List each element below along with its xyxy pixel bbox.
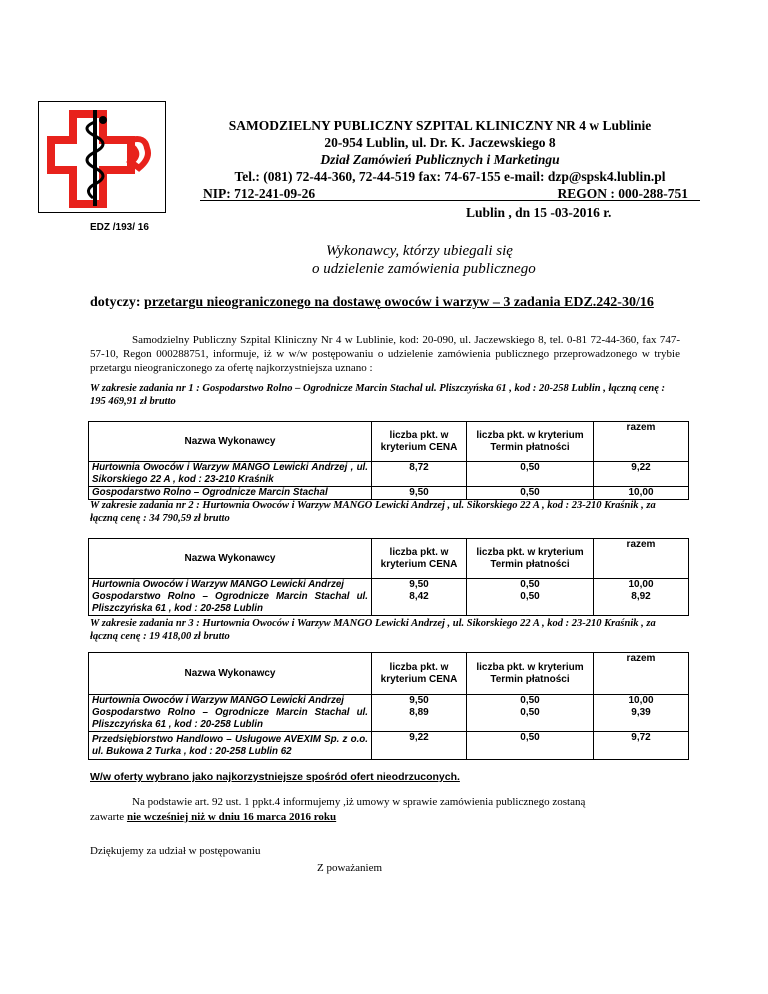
intro-paragraph: Samodzielny Publiczny Szpital Kliniczny Nr 4 w Lublinie, kod: 20-090, ul. Jaczewskiego 8, tel. 0-81 72-44-360, fax 747-57-10, Regon 000288751, informuje, iż w w/w postępowaniu o udzielenie zamówienia publicznego przeprowadzonego w trybie przetargu nieograniczonego za ofertę najkorzystniejsza uznano : [90,334,680,374]
table-row: Gospodarstwo Rolno – Ogrodnicze Marcin Stachal 9,50 0,50 10,00 [89,487,689,500]
letter-date: Lublin , dn 15 -03-2016 r. [466,205,612,220]
header-name: Nazwa Wykonawcy [89,539,372,579]
header-term: liczba pkt. w kryterium Termin płatności [467,422,594,462]
institution-name: SAMODZIELNY PUBLICZNY SZPITAL KLINICZNY NR 4 w Lublinie [228,118,652,133]
contract-date: nie wcześniej niż w dniu 16 marca 2016 roku [126,811,337,823]
task3-heading: W zakresie zadania nr 3 : Hurtownia Owoców i Warzyw MANGO Lewicki Andrzej , ul. Sikorskiego 22 A , kod : 23-210 Kraśnik , za łączną cenę : 19 418,00 zł brutto [90,618,656,642]
department-name: Dział Zamówień Publicznych i Marketingu [320,152,560,167]
red-cross-caduceus-icon [39,102,165,212]
regards-line: Z poważaniem [317,862,383,874]
header-price: liczba pkt. w kryterium CENA [372,422,467,462]
task1-heading: W zakresie zadania nr 1 : Gospodarstwo Rolno – Ogrodnicze Marcin Stachal ul. Pliszczyńska 61 , kod : 20-258 Lublin , łączną cenę : 195 469,91 zł brutto [90,383,666,407]
task1-table [88,421,689,500]
hospital-logo [38,101,166,213]
addressee-line2: o udzielenie zamówienia publicznego [312,261,536,277]
addressee-line1: Wykonawcy, którzy ubiegali się [326,243,513,259]
table-row: Przedsiębiorstwo Handlowo – Usługowe AVEXIM Sp. z o.o. ul. Bukowa 2 Turka , kod : 20-258 Lublin 62 9,22 0,50 9,72 [89,732,689,760]
header-term: liczba pkt. w kryterium Termin płatności [467,539,594,579]
header-price: liczba pkt. w kryterium CENA [372,653,467,695]
institution-address: 20-954 Lublin, ul. Dr. K. Jaczewskiego 8 [324,135,556,150]
nip-regon-line [200,185,700,201]
thanks-line: Dziękujemy za udział w postępowaniu [90,845,261,857]
table-row: Hurtownia Owoców i Warzyw MANGO Lewicki Andrzej Gospodarstwo Rolno – Ogrodnicze Marcin Stachal ul. Pliszczyńska 61 , kod : 20-258 Lublin 9,50 8,89 0,50 0,50 10,00 9,39 [89,695,689,732]
table-row: Hurtownia Owoców i Warzyw MANGO Lewicki Andrzej Gospodarstwo Rolno – Ogrodnicze Marcin Stachal ul. Pliszczyńska 61 , kod : 20-258 Lublin 9,50 8,42 0,50 0,50 10,00 8,92 [89,579,689,616]
subject-line [90,295,654,311]
task3-table [88,652,689,760]
task2-heading: W zakresie zadania nr 2 : Hurtownia Owoców i Warzyw MANGO Lewicki Andrzej , ul. Sikorskiego 22 A , kod : 23-210 Kraśnik , za łączną cenę : 34 790,59 zł brutto [90,500,656,524]
subject-prefix: dotyczy: [90,295,145,310]
header-term: liczba pkt. w kryterium Termin płatności [467,653,594,695]
subject-text: przetargu nieograniczonego na dostawę owoców i warzyw – 3 zadania EDZ.242-30/16 [144,295,654,310]
regon: REGON : 000-288-751 [557,186,688,201]
closing-line1: Na podstawie art. 92 ust. 1 ppkt.4 informujemy ,iż umowy w sprawie zamówienia publicznego zostaną [132,796,586,808]
reference-number: EDZ /193/ 16 [90,222,149,233]
header-price: liczba pkt. w kryterium CENA [372,539,467,579]
header-name: Nazwa Wykonawcy [89,653,372,695]
closing-line2: zawarte nie wcześniej niż w dniu 16 marca 2016 roku [90,811,337,823]
nip: NIP: 712-241-09-26 [203,186,316,201]
contact-line: Tel.: (081) 72-44-360, 72-44-519 fax: 74-67-155 e-mail: dzp@spsk4.lublin.pl [234,169,666,184]
header-total: razem [594,422,689,462]
task2-table [88,538,689,616]
header-name: Nazwa Wykonawcy [89,422,372,462]
header-total: razem [594,653,689,695]
header-total: razem [594,539,689,579]
selection-note: W/w oferty wybrano jako najkorzystniejsze spośród ofert nieodrzuconych. [90,771,460,783]
table-row: Hurtownia Owoców i Warzyw MANGO Lewicki Andrzej , ul. Sikorskiego 22 A , kod : 23-210 Kraśnik 8,72 0,50 9,22 [89,462,689,487]
